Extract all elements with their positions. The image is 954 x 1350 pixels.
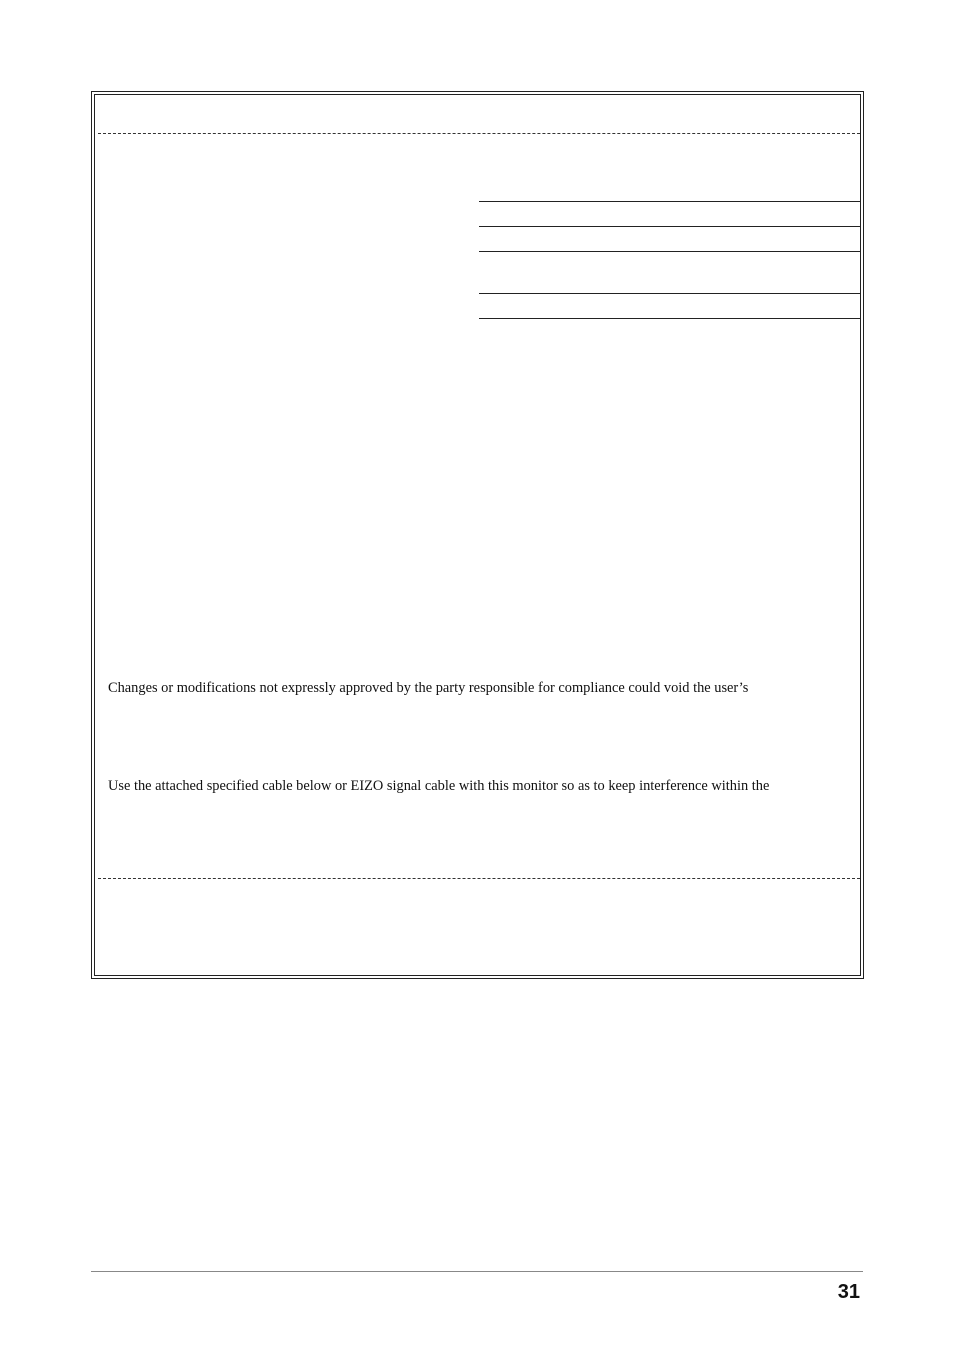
page-number: 31: [837, 1281, 860, 1303]
notice-box: [91, 91, 864, 979]
cable-instruction-text: Use the attached specified cable below or EIZO signal cable with this monitor so as to keep interference within the: [108, 778, 770, 794]
form-rule-4: [479, 293, 860, 294]
form-rule-1: [479, 201, 860, 202]
form-rule-5: [479, 318, 860, 319]
form-rule-3: [479, 251, 860, 252]
header-dashed-divider: [98, 133, 860, 134]
page-footer-rule: [91, 1271, 863, 1272]
footer-dashed-divider: [98, 878, 860, 879]
notice-box-inner-border: [94, 94, 861, 976]
modifications-warning-text: Changes or modifications not expressly approved by the party responsible for compliance could void the user’s: [108, 680, 749, 696]
form-rule-2: [479, 226, 860, 227]
